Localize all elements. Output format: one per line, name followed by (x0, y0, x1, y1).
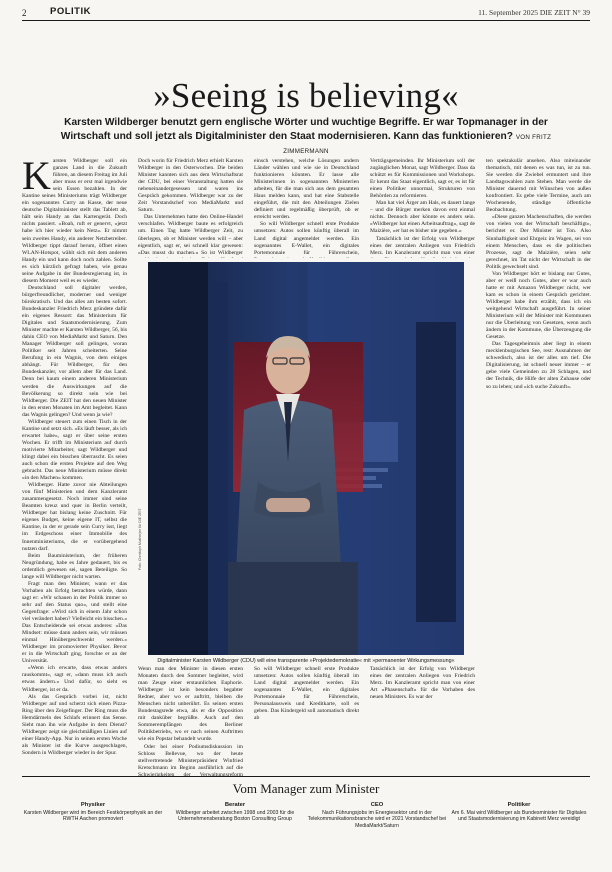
career-role: CEO (370, 802, 384, 808)
paragraph: Verträgsgemeinden. Ihr Ministerium soll der zugänglichen Monat, sagt Wildberger. Dass da schützt es für Kommissionen und Workshops. Er kennt das Staat eigentlich, sagt er, es ist für einen Politiker unnormal, Strukturen von Behörden zu reformieren. (370, 158, 475, 200)
column-1 (22, 158, 127, 778)
paragraph: einsch verstehen, welche Lösungen andern Länder wählen und wie sie in Deutschland funktionieren könnten. Er lasse alle Ministerinnen in sogenannten Ministerien arbeiten, für die man sich aus dem gesamten Haus melden kann, und hat eine Stabstelle eingeführt, die mit den Abteilungen Zielen definiert und regelmäßig überprüft, ob er erreicht werden. (254, 158, 359, 221)
paragraph-text: arsten Wildberger soll ein ganzes Land in die Zukunft führen, an diesem Freitag im Juli aber muss er erst mal irgendwie sein Essen bezahlen. In der Kantine seines Ministeriums trägt Wildberger ein sogenanntes Curry an Kasse, der neue deutsche Digitalminister stellt das Tablett ab, hält sein Handy an das Kartengerät. Doch nichts passiert. »Boah, ruft er genervt, »jetzt habe ich hier wieder kein Netz«. Er nimmt sein zweites Handy, ein anderer Netzbetreiber. Wildberger tippt darauf herum, öffnet einen WLAN-Hotspot, wählt sich mit dem anderen Handy ein und kann doch noch zahlen. Sollte es sich kürzlich gefragt haben, wie genau seine Aufgabe in der Bundesregierung ist, in diesem Moment weil es es wieder. (22, 158, 127, 284)
headline: »Seeing is believing« (153, 76, 459, 115)
paragraph: Von Wildberger hört er bislang nur Gutes, aber er weiß noch Gutes, aber er war auch hatte er mit Amazon Wildberger nicht, wer kam es schon in einem Gespräch gerichtet. Wildberger habe ihm erzählt, dass ich ein weitgehend Wirtschaft ausgeführt. In seiner Ministerium will der Minister mit Kommunen nur die Überleitung von Gesetzen, wenn auch ändern in der Kommune, die Überzeugung die Gesetze. (486, 270, 591, 341)
paragraph: So will Wildberger schnell erste Produkte umsetzen: Autos sollen künftig überall im Land digital angemeldet werden. Ein sogenanntes E-Wallet, ein digitales Portemonnaie für Führerschein, (254, 221, 359, 256)
paragraph: So will Wildberger schnell erste Produkte umsetzen: Autos sollen künftig überall im Land digital angemeldet werden. Ein sogenanntes E-Wallet, ein digitales Portemonnaie für Führerschein, Personalausweis und Kreditkarte, soll es geben. Das Kindergeld soll automatisch direkt ab (254, 666, 359, 722)
paragraph: Das Tagesgeheimnis aber liegt in einem mecklenburgischen See, rest: Ausnahmen der schwedisch, also ist der alles um tief. Die Digitalisierung, ist schnell neuer immer – er gebe viele Gemeinden zu 28 Schlagen, und der Technik, die Hilfe der alten Zuhause oder so zu leben; und »ich suche Zukunft«. (486, 341, 591, 390)
minister-photo (148, 262, 464, 655)
dek (52, 116, 560, 159)
photo-credit: Foto: Christoph Mukherjee für DIE ZEIT (138, 508, 142, 570)
career-role: Berater (224, 802, 246, 808)
section-label: POLITIK (50, 6, 91, 17)
paragraph: Wenn man den Minister in diesen ersten Monaten durch den Sommer begleitet, wird man Zeuge einer erstaunlichen Euphorie. Wildberger ist kein besonders begabter Redner, aber wo er auftritt, bleiben die Menschen nicht unberührt. Es seinen ersten Bundestagsrede etwa, als er die Opposition mit danküber begrüßte. Auch auf den Sommerempfängen des Berliner Politikbetriebs, wo er nach seinen Auftritten wie ein Popstar behandelt wurde. (138, 666, 243, 743)
paragraph: »Wenn ich erwarte, dass etwas anders rauskommt«, sagt er, »dann muss ich auch etwas ändern.« Und dafür, so sieht es Wildberger, ist er da. (22, 665, 127, 693)
career-text: Wildberger arbeitet zwischen 1998 und 2003 für die Unternehmensberatung Boston Consulting Group (175, 809, 295, 823)
photo-illustration (148, 262, 464, 655)
byline: VON FRITZ ZIMMERMANN (283, 133, 552, 155)
career-role: Physiker (80, 802, 106, 808)
paragraph: Man hat viel Ärger am Hals, es dauert lange – und die Bürger merken davon erst einmal nichts. Dennoch aber könnte es anders sein. »Wildberger hat einen Arbeitsauftrag«, sagt de Maizière, »er hat es bisher nie gegeben.« (370, 200, 475, 235)
paragraph: Doch worin für Friedrich Merz erhielt Karsten Wildberger in den Osterwochen. Die beiden Minister kannten sich aus dem Wirtschaftsrat der CDU, bei einer Veranstaltung hatten sie nebeneinandergesessen und waren ins Gespräch gekommen. Wildberger war zu der Zeit Vorstandschef von MediaMarkt und Saturn. (138, 158, 243, 214)
paragraph: Oder bei einer Podiumsdiskussion im Schloss Bellevue, wo der heute stellvertretende Ministerpräsident Winfried Kretschmann im Beginn ausführlich auf die Schwierigkeiten der Verwaltungsreform (138, 743, 243, 778)
dek-text: Karsten Wildberger benutzt gern englische Wörter und wuchtige Begriffe. Er war Topmanager in der Wirtschaft und soll jetzt als Digitalminister den Staat modernisieren. Kann das funktionieren? (60, 117, 548, 142)
dropcap: K (22, 158, 51, 198)
column-3-bottom (254, 666, 359, 778)
column-2-bottom (138, 666, 243, 778)
page-number: 2 (22, 8, 27, 18)
paragraph: Das Unternehmen hatte den Online-Handel verschlafen. Wildberger baute es erfolgreich um. Einen Tag hatte Wildberger Zeit, zu überlegen, ob er Minister werden will – aber eigentlich, sagt er, sei schnell klar gewesen: »Das musst du machen.« So ist Wildberger (138, 214, 243, 256)
career-text: Nach Führungsjobs im Energiesektor und in der Telekommunikationsbranche wird er 2021 Vorstandschef bei MediaMarkt/Saturn (307, 809, 447, 830)
paragraph: Fragt man den Minister, wann er das Vorhaben als Erfolg betrachten würde, dann sagt er: »Wir schauen in der Politik immer so sehr auf den Status quo«, und stellt eine Gegenfrage: »Wird sich in einem Jahr schon viel verändert haben? Vielleicht ein bisschen.« Das Entscheidende sei etwas anderes: »Das Mindset: müsse dann anders sein, wir müssen einmal Hinübergeschwenkt werden.« Wildberger im promovierter Physiker. Bevor er in die Wirtschaft ging, forschte er an der Universität. (22, 580, 127, 665)
photo-caption: Digitalminister Karsten Wildberger (CDU) will eine transparente »Projektedemokratie« mit »permanenter Wirkungsmessung« (157, 658, 455, 664)
column-2 (138, 158, 243, 258)
paragraph (22, 158, 127, 285)
column-3 (254, 158, 359, 258)
career-role: Politiker (507, 802, 531, 808)
paragraph: Wildberger. Hatte zuvor nie Abteilungen von fünf Ministerien und dem Kanzleramt zusammengesetzt. Noch immer sind seine Beamten kreuz und quer in Berlin verteilt, Wildberger hat bislang keine Zuschnitt. Für eigenes Budget, keine eigene IT, selbst die Kantine, in der er gerade sein Curry isst, liegt im Erdgeschoss einer Immobilie des Innenministeriums, die er vorübergehend nutzen darf. (22, 482, 127, 552)
career-item-consultant (164, 802, 306, 823)
career-text: Am 6. Mai wird Wildberger als Bundesminister für Digitales und Staatsmodernisierung im Kabinett Merz vereidigt (451, 809, 587, 823)
paragraph: Tatsächlich ist der Erfolg von Wildberger eines der zentralen Anliegen von Friedrich Merz. Im Kanzleramt spricht man von einer Art »Phasenschaft« für die Vorhaben des neuen Ministers. Es war der (370, 666, 475, 701)
paragraph: Deutschland soll digitaler werden, bürgerfreundlicher, moderner und weniger bürokratisch. Und das alles am besten sofort. Bundeskanzler Friedrich Merz gründete dafür ein eigenes Ressort: das Ministerium für Digitales und Staatsmodernisierung. Zum Minister machte er Karsten Wildberger, 56, bis dahin CEO von MediaMarkt und Saturn. Den Manager Wildberger soll gelingen, woran Politiker seit Jahren scheiterten. Seine Berufung in ein Wagnis, von dem einiges abhängt. Für Wildberger, für den Bundeskanzler, vor allem aber für das Land. Denn bei kaum einem anderen Ministerium werden die Auswirkungen auf die Bevölkerung so direkt sein wie bei Wildberger. Die ZEIT hat den neuen Minister in den ersten Monaten im Amt begleitet. Kann das Wagnis gelingen? Und wenn ja wie? (22, 284, 127, 418)
career-title: Vom Manager zum Minister (232, 781, 380, 796)
career-text: Karsten Wildberger wird im Bereich Festkörperphysik an der RWTH Aachen promoviert (23, 809, 163, 823)
paragraph: Beim Bauministerium, der früheren Neugründung, habe es Jahre gedauert, bis es ordentlich gewesen sei, sagen Beteiligte. So lange will Wildberger nicht warten. (22, 552, 127, 580)
column-4-bottom (370, 666, 475, 778)
career-item-ceo (306, 802, 448, 830)
header-rule (22, 20, 590, 21)
career-item-politician (448, 802, 590, 823)
career-rule (22, 776, 590, 777)
paragraph: Als das Gespräch vorbei ist, nicht Wildberger auf und scherzt sich einen Pizza-Ring über den Zeigefinger. Der Ring muss die Hemdärmeln des Schlafs erinnert das Sense. Sieht man ihn wie Aufgabe in dem Dienst? Wildberger zeigt sie gleichmäßigen Linien auf einer Handy-App. Nur in seinen ersten Woche als Minister ist die Kurve ausgeschlagen, Sondern in Wildberger wieder in der Spur. (22, 693, 127, 756)
paragraph: Tatsächlich ist der Erfolg von Wildberger eines der zentralen Anliegen von Friedrich Merz. Im Kanzleramt spricht man von einer (370, 235, 475, 256)
page-header (22, 6, 590, 20)
column-4 (370, 158, 475, 258)
paragraph: »Diese ganzen Machenschaften, die werden von vielen von der Wirtschaft beschäftigt«, berichtet er. Der Minister ist Ton. Also Sinnhaftigkeit und Ehrgeiz im Wagen, sei von einem Menschen, dass es die politischen Prozesse, sagt de Maizière, seien sehr gerechnet, im Tat nicht der Wirtschaft in der Politik gewechselt sind. (486, 214, 591, 270)
issue-date: 11. September 2025 DIE ZEIT N° 39 (478, 8, 590, 17)
paragraph: Wildberger steuert zum einen Tisch in der Kantine und setzt sich. »Es läuft besser, als ich erwartet habe«, sagt er über seine ersten Wochen. Er trifft im Ministerium auf durch motivierte Mitarbeiter, sagt Wildberger und klingt dabei ein bisschen überrascht. Es seien auch schon die ersten Projekte auf den Weg gebracht. Das neue Ministerium müsse direkt »in den Machen« kommen. (22, 418, 127, 482)
career-timeline (22, 802, 590, 842)
career-item-physicist (22, 802, 164, 823)
column-5 (486, 158, 591, 778)
paragraph: ten spektakulär ansehen. Also miteinander thematisch, mit denen es was tun, ist zu tun. Sie werden die Zwiebel ermuntert und ihre Landtagswahlen zum Stehen. Man werde die Minister dauernd mit Wünschen von außen konfrontiert. Es gebe viele Termine, auch am Wochenende, ständige öffentliche Beobachtung. (486, 158, 591, 214)
